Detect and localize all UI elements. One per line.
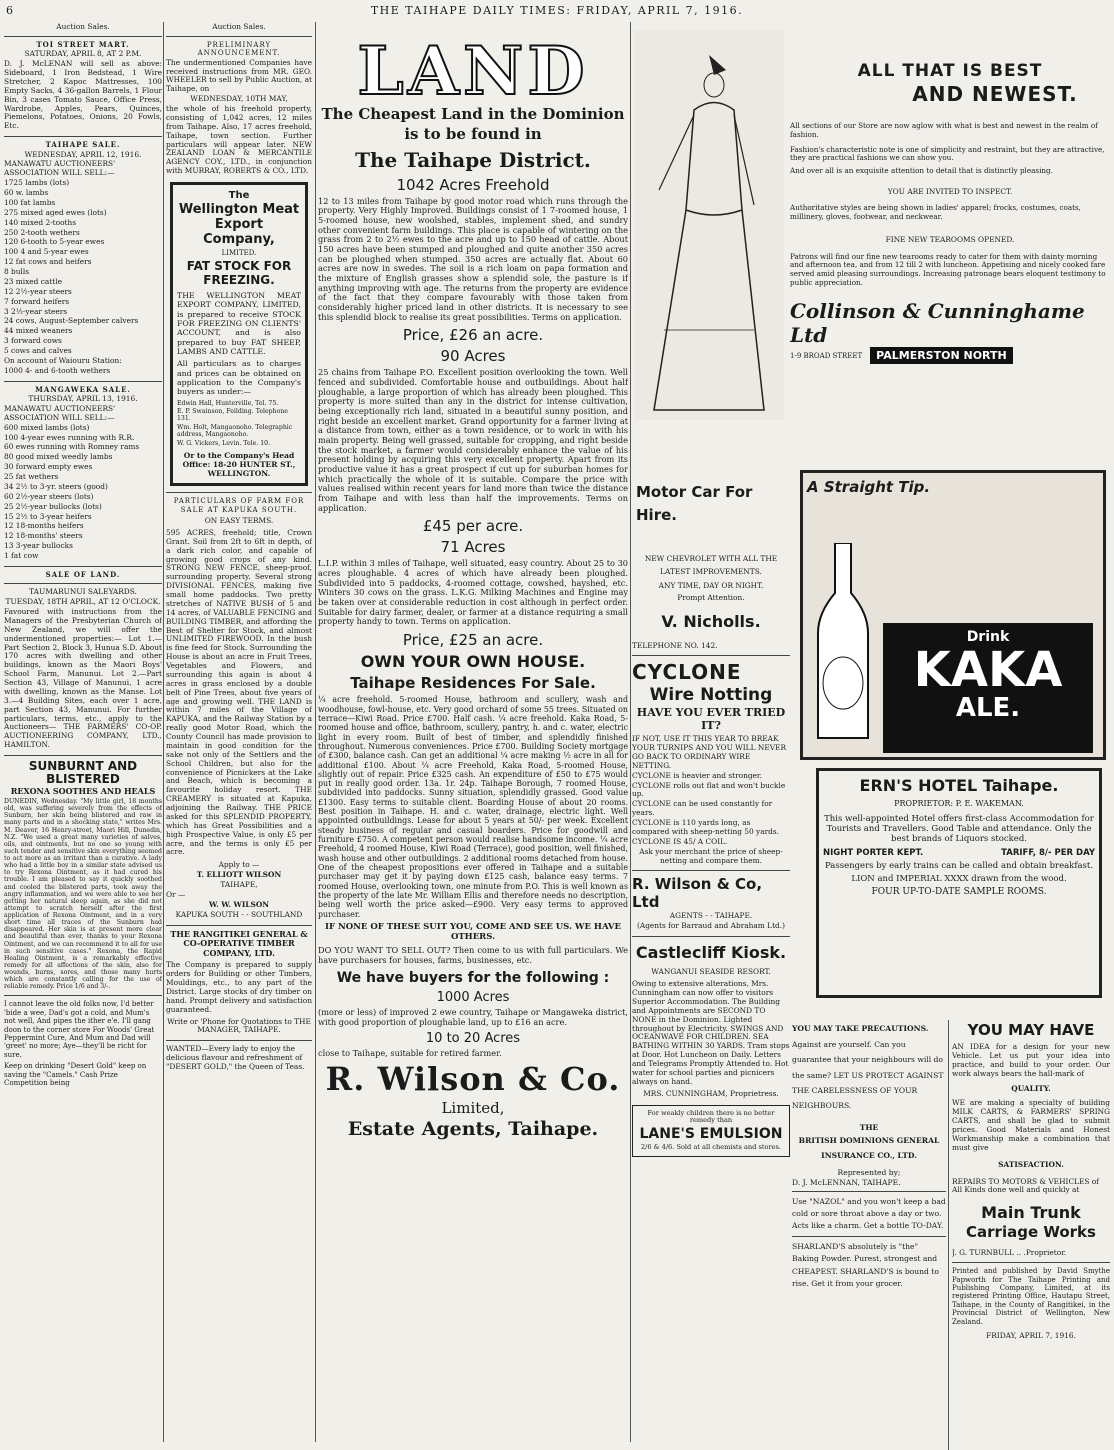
ad-body: LION and IMPERIAL XXXX drawn from the wood. bbox=[851, 874, 1067, 885]
ad-headline: FAT STOCK FOR FREEZING. bbox=[186, 259, 292, 288]
ad-body: Patrons will find our fine new tearooms ready to cater for them with dainty morning and afternoon tea, and from 12 till 2 with luncheon. Appetising and nicely cooked fare served amid pleasing surroundings. Increasing patronage bears eloquent testimony to public appreciation. bbox=[790, 251, 1106, 287]
listing-body: 25 chains from Taihape P.O. Excellent position overlooking the town. Well fenced and subdivided. Comfortable house and outbuildings. About half ploughable, a large proportion of which has already been ploughed. This property is more suited than any in the district for intense cultivation, being exceptionally rich land, situated in a beautiful sunny position, and right beside an excellent market. Grand opportunity for a farmer living at a distance from town, either as a town residence, or to work in with his main property. Being well grassed, suitable for cropping, and right beside the stock market, a farmer would considerably enhance the value of his present holding by acquiring this very excellent property. Apart from its productive value it has a great prospect if cut up for suburban homes for which practically the whole of it is suitable. Compare the price with values realised within recent years for land more than twice the distance from Taihape and with less than half the improvements. Terms on application. bbox=[318, 367, 628, 513]
list-item: 275 mixed aged ewes (lots) bbox=[4, 207, 107, 217]
ad-body: DUNEDIN, Wednesday. "My little girl, 18 months old, was suffering severely from the effects of Sunburn, her skin being blistered and raw in many parts and in a shocking state," writes Mrs. M. Deaver, 16 Henry-street, Maori Hill, Dunedin, N.Z. "We used a great many varieties of salves, oils, and ointments, but no one so young with such tender and sensitive skin everything seemed to act more as an irritant than a curative. A lady who had a little boy in a similar state advised us to try Rexona Ointment, as it had cured his trouble. I am pleased to say it quickly soothed and cooled the blistered parts, took away the angry inflammation, and we were able to see her getting her natural sleep again, as she did not attempt to scratch herself after the first application of Rexona Ointment, and in a very short time all traces of the Sunburn had disappeared. Her skin is at present more clear and beautiful than ever, thanks to your Rexona Ointment, and we can recommend it to all for use in such sensitive cases." Rexona, the Rapid Healing Ointment, is a remarkably effective remedy for all affections of the skin, also for wounds, burns, sores, and those many hurts which are constantly calling for the use of reliable remedy. Price 1/6 and 3/-. bbox=[4, 798, 162, 991]
collinson-address bbox=[790, 347, 1110, 364]
ad-title: SALE OF LAND. bbox=[45, 569, 121, 579]
listing-body: L.I.P. within 3 miles of Taihape, well situated, easy country. About 25 to 30 acres ploughable. 4 acres of which have already been ploughed. Subdivided into 5 paddocks, 4-roomed cottage, cowshed, hayshed, etc. Winters 30 cows on the grass. L.K.G. Milking Machines and Engine may be taken over at considerable reduction in cost although in perfect order. Suitable for dairy farmer, dealer, or farmer at a distance requiring a small property handy to town. Terms on application. bbox=[318, 558, 628, 627]
buyer-request: 10 to 20 Acres bbox=[425, 1030, 521, 1046]
ad-satisfaction: SATISFACTION. bbox=[998, 1159, 1064, 1169]
ad-title: THE RANGITIKEI GENERAL & CO-OPERATIVE TIMBER COMPANY, LTD. bbox=[170, 928, 308, 958]
page-number: 6 bbox=[6, 4, 15, 17]
column-rule bbox=[630, 22, 631, 1442]
ad-tearooms: FINE NEW TEAROOMS OPENED. bbox=[885, 234, 1015, 244]
ad-headline: HAVE YOU EVER TRIED IT? bbox=[636, 705, 786, 732]
verse: I cannot leave the old folks now, I'd better 'bide a wee, Dad's got a cold, and Mum's not well, And pipes the ither e'e. I'll gang doon to the corner store For Woods' Great Peppermint Cure, And Mum and Dad will 'greet' no more; Aye—they'll be richt for sure. bbox=[4, 1000, 155, 1059]
ad-or: Or — bbox=[166, 889, 186, 899]
list-item: 60 ewes running with Romney rams bbox=[4, 442, 140, 452]
list-item: W. G. Vickers, Levin. Tele. 10. bbox=[177, 439, 271, 447]
list-item: 8 bulls bbox=[4, 267, 30, 277]
list-item: 80 good mixed weedly lambs bbox=[4, 452, 113, 462]
ad-title: YOU MAY HAVE bbox=[967, 1021, 1095, 1039]
listing-price: Price, £26 an acre. bbox=[402, 326, 544, 345]
ad-body: NEW CHEVROLET WITH ALL THE LATEST IMPROVEMENTS. bbox=[644, 554, 778, 577]
agent-location: KAPUKA SOUTH - - SOUTHLAND bbox=[175, 909, 303, 919]
collinson-logo bbox=[790, 299, 1110, 347]
works-proprietor: J. G. TURNBULL .. .Proprietor. bbox=[952, 1248, 1067, 1258]
list-item: 12 fat cows and heifers bbox=[4, 257, 92, 267]
wilson-agents: Estate Agents, Taihape. bbox=[347, 1118, 599, 1141]
ad-title: PRELIMINARY ANNOUNCEMENT. bbox=[197, 40, 281, 58]
listing-body: 12 to 13 miles from Taihape by good motor road which runs through the property. Very Highly Improved. Buildings consist of 1 7-roomed house, 1 5-roomed house, new woolshed, stables, implement shed, and sundry other convenient farm buildings. This place is capable of wintering on the grass from 2 to 2½ ewes to the acre and up to 150 head of cattle. About 150 acres have been stumped and ploughed and quite another 350 acres can be ploughed when stumped. 350 acres are actually flat. About 60 acres are now in swedes. The soil is a rich loam on papa formation and the mixture of English grasses show a splendid sole, the pasture is if anything improving with age. The returns from the property are evidence of the fact that they compare favourably with those taken from considerably higher priced land in other districts. It is necessary to see this splendid block to realise its great possibilities. Terms on application. bbox=[318, 195, 628, 322]
ad-subtitle: WANGANUI SEASIDE RESORT. bbox=[651, 967, 771, 977]
wilson-logo-text: R. Wilson & Co. bbox=[325, 1059, 621, 1098]
ad-body: The Company is prepared to supply orders for Building or other Timbers, Mouldings, etc., to any part of the District. Large stocks of dry timber on hand. Prompt delivery and satisfaction guaranteed. bbox=[166, 960, 312, 1014]
ad-body: AN IDEA for a design for your new Vehicle. Let us put your idea into practice, and build to your order. Our work always bears the hall-mark of bbox=[952, 1042, 1110, 1078]
ad-contact: Write or 'Phone for Quotations to THE MANAGER, TAIHAPE. bbox=[167, 1016, 311, 1035]
own-house-heading: OWN YOUR OWN HOUSE. bbox=[360, 652, 586, 672]
ad-subtitle: TAUMARUNUI SALEYARDS. bbox=[29, 587, 137, 597]
ad-title: A Straight Tip. bbox=[807, 478, 931, 496]
ad-body: Authoritative styles are being shown in ladies' apparel; frocks, costumes, coats, millinery, gloves, footwear, and neckwear. bbox=[790, 203, 1081, 222]
rexona-ad bbox=[4, 760, 162, 990]
ad-body: Favoured with instructions from the Managers of the Presbyterian Church of New Zealand, we will offer the undermentioned properties:— Lot 1.—Part Section 2, Block 3, Hunua S.D. About 170 acres with dwelling and other buildings, known as the Maori Boys' School Farm, Manunui. Lot 2.—Part Section 43, Village of Manunui, 1 acre with dwelling, known as the Manse. Lot 3.—4 Building Sites, each over 1 acre, part Section 43, Manunui. For further particulars, terms, etc., apply to the Auctioneers— THE FARMERS' CO-OP. AUCTIONEERING COMPANY, LTD., HAMILTON. bbox=[4, 607, 162, 750]
list-item: On account of Waiouru Station: bbox=[4, 355, 122, 365]
kaka-brand: KAKA bbox=[913, 642, 1063, 698]
hotel-ad bbox=[816, 768, 1102, 998]
list-item: 100 fat lambs bbox=[4, 197, 56, 207]
list-item: 3 forward cows bbox=[4, 336, 62, 346]
list-item: 140 mixed 2-tooths bbox=[4, 217, 77, 227]
carriage-works-ad bbox=[952, 1020, 1110, 1342]
ad-subtitle: Wire Notting bbox=[649, 685, 773, 706]
land-subheadline: The Cheapest Land in the Dominion bbox=[321, 105, 625, 123]
ad-title: AND NEWEST. bbox=[912, 82, 1078, 107]
ad-body: And over all is an exquisite attention to detail that is distinctly pleasing. bbox=[790, 165, 1053, 175]
porter-note: NIGHT PORTER KEPT. bbox=[823, 848, 924, 859]
list-item: 12 18-months heifers bbox=[4, 521, 84, 531]
imprint: Printed and published by David Smythe Papworth for The Taihape Printing and Publishing Company, Limited, at its registered Printing Office, Hautapu Street, Taihape, in the County of Rangitikei, in the Provincial District of Wellington, New Zealand. bbox=[952, 1267, 1110, 1326]
proprietor-name: P. E. WAKEMAN. bbox=[955, 799, 1024, 809]
ad-title: SUNBURNT AND BLISTERED bbox=[28, 759, 138, 787]
ad-body: Against are yourself. Can you guarantee that your neighbours will do the same? LET US PROTECT AGAINST THE CARELESSNESS OF YOUR NEIGHBOURS. bbox=[792, 1040, 944, 1110]
column-1 bbox=[4, 22, 162, 1088]
lanes-emulsion-ad bbox=[632, 1105, 790, 1158]
ad-date: WEDNESDAY, 10TH MAY, bbox=[190, 94, 288, 104]
preliminary-announcement bbox=[166, 41, 312, 176]
agent-name: T. ELLIOTT WILSON bbox=[196, 870, 282, 880]
residences-body: ¼ acre freehold. 5-roomed House, bathroom and scullery, wash and woodhouse, fowl-house, etc. Very good orchard of some 55 trees. Situated on terrace—Kiwi Road. Price £700. Half cash. ¼ acre freehold. Kaka Road, 5-roomed house and office, bathroom, scullery, pantry, h. and c. water, electric light in every room. Built of best of timber, and splendidly finished throughout. Numerous conveniences. Price £700. Building Society mortgage of £300, balance cash. Can get an additional ¼ acre making ½ acre in all for additional £100. About ¼ acre Freehold, Kaka Road, 5-roomed House, slightly out of repair. Price £325 cash. An expenditure of £50 to £75 would put in really good order. 13a. 1r. 24p. Taihape Borough, 7 roomed House, subdivided into paddocks. Sunny situation, splendidly grassed. Good value £1300. Easy terms to suitable client. Boarding House of about 20 rooms. Best position in Taihape. H. and c. water, drainage, electric light. Well appointed outbuildings. Lease for about 5 years at 50/- per week. Excellent steady business of regular and casual boarders. Price for goodwill and furniture £750. A competent person would realise handsome income. ¼ acre Freehold, 4 roomed House, Kiwi Road (Terrace), good position, well finished, wash house and other outbuildings. 2 additional rooms detached from house. One of the cheapest propositions ever offered in Taihape and a suitable purchaser may get it by paying down £125 cash, balance easy terms. 7 roomed House, overlooking town, one minute from P.O. This is well known as the property of the late Mr. William Ellis and therefore needs no description, being well worth the price asked—£900. Very easy terms to approved purchaser. bbox=[318, 695, 628, 919]
residences-heading: Taihape Residences For Sale. bbox=[350, 674, 596, 693]
ad-body: REPAIRS TO MOTORS & VEHICLES of All Kinds done well and quickly at bbox=[952, 1176, 1099, 1195]
list-item: 44 mixed weaners bbox=[4, 326, 73, 336]
ad-body: ANY TIME, DAY OR NIGHT. bbox=[658, 580, 764, 590]
buyer-request-body: (more or less) of improved 2 ewe country, Taihape or Mangaweka district, with good proportion of ploughable land, up to £16 an acre. bbox=[318, 1007, 628, 1027]
ad-title: TAIHAPE SALE. bbox=[45, 140, 121, 150]
ad-signature: MRS. CUNNINGHAM, Proprietress. bbox=[643, 1088, 779, 1098]
listing-title: 90 Acres bbox=[440, 347, 506, 366]
column-rule bbox=[948, 1020, 949, 1450]
ad-title: LANE'S EMULSION bbox=[639, 1126, 783, 1143]
ad-apply: Apply to — bbox=[218, 860, 260, 870]
ad-body: Prompt Attention. bbox=[677, 592, 745, 602]
district-heading: The Taihape District. bbox=[355, 147, 591, 172]
sell-out-note: DO YOU WANT TO SELL OUT? Then come to us with full particulars. We have purchasers for houses, farms, businesses, etc. bbox=[318, 945, 628, 966]
works-name: Carriage Works bbox=[966, 1223, 1096, 1242]
ad-date: WEDNESDAY, APRIL 12, 1916. bbox=[24, 149, 142, 159]
list-item: 23 mixed cattle bbox=[4, 276, 62, 286]
company-name: BRITISH DOMINIONS GENERAL INSURANCE CO., LTD. bbox=[798, 1136, 940, 1161]
ad-body: Owing to extensive alterations, Mrs. Cunningham can now offer to visitors Superior Accommodation. The Building and Appointments are SECOND TO NONE in the Dominion. Lighted throughout by Electricity. SWINGS AND OCEANWAVE FOR CHILDREN. SEA BATHING WITHIN 30 YARDS. Tram stops at Door. Hot Luncheon on Daily. Letters and Telegrams Promptly Attended to. Hot water for school parties and picnicers always on hand. bbox=[632, 979, 790, 1086]
ad-intro: MANAWATU AUCTIONEERS' ASSOCIATION WILL SELL:— bbox=[4, 159, 116, 178]
ad-title: MANGAWEKA SALE. bbox=[35, 384, 131, 394]
ad-subtitle: REXONA SOOTHES AND HEALS bbox=[10, 786, 156, 797]
list-item: 24 cows, August-September calvers bbox=[4, 316, 139, 326]
ad-title: CYCLONE bbox=[632, 660, 742, 685]
ad-subtitle: ON EASY TERMS. bbox=[204, 516, 274, 526]
ad-body: IF NOT, USE IT THIS YEAR TO BREAK YOUR TURNIPS AND YOU WILL NEVER GO BACK TO ORDINARY WIRE NETTING. bbox=[632, 734, 787, 770]
ad-title: YOU MAY TAKE PRECAUTIONS. bbox=[792, 1024, 929, 1033]
woman-figure-icon bbox=[634, 30, 784, 420]
rangitikei-timber-ad bbox=[166, 930, 312, 1036]
ad-body: The undermentioned Companies have received instructions from MR. GEO. WHEELER to sell by Public Auction, at Taihape, on bbox=[166, 57, 312, 94]
ad-the: THE bbox=[859, 1123, 879, 1133]
sale-of-land bbox=[4, 571, 162, 750]
ad-title: ALL THAT IS BEST bbox=[857, 61, 1043, 81]
kapuka-farm-ad bbox=[166, 497, 312, 919]
list-item: 100 4 and 5-year ewes bbox=[4, 247, 89, 257]
ad-title: R. Wilson & Co, Ltd bbox=[632, 875, 763, 912]
ad-name: V. Nicholls. bbox=[661, 612, 761, 632]
column-4 bbox=[632, 480, 790, 1157]
ad-date: TUESDAY, 18TH APRIL, AT 12 O'CLOCK. bbox=[5, 597, 161, 607]
buyers-heading: We have buyers for the following : bbox=[336, 969, 610, 986]
list-item: 1000 4- and 6-tooth wethers bbox=[4, 365, 111, 375]
list-item: 1725 lambs (lots) bbox=[4, 178, 70, 188]
column-3-land-ad bbox=[318, 22, 628, 1142]
list-item: 15 2½ to 3-year heifers bbox=[4, 511, 92, 521]
section-header: Auction Sales. bbox=[212, 22, 266, 31]
agent-location: TAIHAPE, bbox=[220, 880, 258, 890]
cyclone-ad bbox=[632, 660, 790, 865]
ad-quality: QUALITY. bbox=[1011, 1083, 1051, 1093]
list-item: 1 fat cow bbox=[4, 551, 39, 561]
ale-label: ALE. bbox=[955, 693, 1021, 723]
wanted-notice: WANTED—Every lady to enjoy the delicious flavour and refreshment of "DESERT GOLD," the Queen of Teas. bbox=[166, 1044, 305, 1072]
list-item: 25 2½-year bullocks (lots) bbox=[4, 501, 102, 511]
ad-rep-name: D. J. McLENNAN, TAIHAPE. bbox=[792, 1177, 901, 1187]
ad-body: FOUR UP-TO-DATE SAMPLE ROOMS. bbox=[871, 887, 1047, 898]
listing-price: Price, £25 an acre. bbox=[402, 631, 544, 650]
ad-title: PARTICULARS OF FARM FOR SALE AT KAPUKA SOUTH. bbox=[173, 497, 305, 514]
list-item: 60 2½-year steers (lots) bbox=[4, 491, 94, 501]
ad-rep: Represented by; bbox=[837, 1167, 901, 1177]
ad-title: TOI STREET MART. bbox=[36, 39, 130, 49]
section-header: Auction Sales. bbox=[56, 22, 110, 31]
buyer-request: 1000 Acres bbox=[436, 989, 510, 1005]
ad-body: This well-appointed Hotel offers first-class Accommodation for Tourists and Travellers. Good Table and attendance. Only the best brands of Liquors stocked. bbox=[824, 814, 1094, 845]
list-item: 100 4-year ewes running with R.R. bbox=[4, 432, 135, 442]
list-item: 600 mixed lambs (lots) bbox=[4, 422, 90, 432]
list-item: 250 2-tooth wethers bbox=[4, 227, 80, 237]
list-item: 3 2½-year steers bbox=[4, 306, 68, 316]
wilson-agents-ad bbox=[632, 875, 790, 931]
land-subheadline: is to be found in bbox=[404, 124, 542, 143]
toi-street-mart bbox=[4, 41, 162, 131]
list-item: CYCLONE rolls out flat and won't buckle up. bbox=[632, 780, 786, 799]
insurance-ad bbox=[792, 1020, 946, 1291]
ad-title: Castlecliff Kiosk. bbox=[635, 943, 787, 963]
wellington-meat-ad bbox=[170, 182, 308, 486]
list-item: 25 fat wethers bbox=[4, 472, 59, 482]
list-item: 60 w. lambs bbox=[4, 188, 49, 198]
ad-body: (Agents for Barraud and Abraham Ltd.) bbox=[636, 921, 786, 931]
list-item: 7 forward heifers bbox=[4, 296, 70, 306]
column-rule bbox=[315, 22, 316, 1442]
column-rule bbox=[163, 22, 164, 1442]
collinson-ad bbox=[790, 60, 1110, 364]
ad-body: D. J. McLENAN will sell as above: Sideboard, 1 Iron Bedstead, 1 Wire Stretcher, 2 Kapoc Mattresses, 100 Empty Sacks, 4 36-gallon Barrels, 1 Flour Bin, 3 cases Tomato Sauce, Office Press, Wardrobe, Apples, Pears, Quinces, Piemelons, Potatoes, Onions, 20 Fowls, Etc. bbox=[4, 59, 162, 131]
ad-telephone: TELEPHONE NO. 142. bbox=[632, 640, 718, 650]
company-name: Wellington Meat Export Company, bbox=[178, 202, 300, 247]
tariff: TARIFF, 8/- PER DAY bbox=[1001, 848, 1095, 859]
ad-body: All sections of our Store are now aglow with what is best and newest in the realm of fashion. bbox=[790, 121, 1098, 140]
ad-body: the whole of his freehold property, consisting of 1,042 acres, 12 miles from Taihape. Also, 17 acres freehold, Taihape, town section. Further particulars will appear later. NEW ZEALAND LOAN & MERCANTILE AGENCY COY., LTD., in conjunction with MURRAY, ROBERTS & CO., LTD. bbox=[166, 104, 312, 176]
list-item: CYCLONE is heavier and stronger. bbox=[632, 770, 763, 780]
ad-invite: YOU ARE INVITED TO INSPECT. bbox=[887, 186, 1013, 196]
stock-list bbox=[4, 179, 162, 376]
ad-date: THURSDAY, APRIL 13, 1916. bbox=[28, 394, 138, 404]
ad-title: The bbox=[228, 190, 250, 202]
taihape-sale bbox=[4, 141, 162, 376]
list-item: CYCLONE IS 45/ A COIL. bbox=[632, 836, 728, 846]
ad-subtitle: AGENTS - - TAIHAPE. bbox=[669, 911, 753, 921]
listing-title: 71 Acres bbox=[440, 538, 506, 557]
motor-car-ad bbox=[632, 481, 790, 650]
ad-body: All particulars as to charges and prices can be obtained on application to the Company's buyers as under:— bbox=[177, 359, 301, 397]
list-item: E. P. Swainson, Feilding. Telephone 131. bbox=[177, 408, 288, 423]
list-item: 120 6-tooth to 5-year ewes bbox=[4, 237, 105, 247]
head-office: Or to the Company's Head Office: 18-20 HUNTER ST., WELLINGTON. bbox=[182, 451, 296, 479]
stock-list bbox=[4, 424, 162, 561]
others-note: IF NONE OF THESE SUIT YOU, COME AND SEE US. WE HAVE OTHERS. bbox=[325, 922, 621, 943]
ad-title: ERN'S HOTEL Taihape. bbox=[859, 776, 1059, 795]
ad-subtitle: LIMITED. bbox=[221, 248, 257, 257]
land-headline: LAND bbox=[357, 32, 589, 110]
kaka-panel bbox=[883, 623, 1093, 753]
buyer-request-body: close to Taihape, suitable for retired farmer. bbox=[318, 1048, 502, 1059]
cyclone-features bbox=[632, 772, 790, 847]
ad-body: Passengers by early trains can be called and obtain breakfast. bbox=[824, 861, 1094, 872]
agent-name: W. W. WILSON bbox=[208, 899, 270, 909]
ad-date: SATURDAY, APRIL 8, AT 2 P.M. bbox=[24, 49, 142, 59]
list-item: Edwin Hall, Hunterville, Tel. 75. bbox=[177, 399, 279, 407]
desert-gold-notice: Keep on drinking "Desert Gold" keep on saving the "Camels." Cash Prize Competition being bbox=[4, 1062, 147, 1087]
list-item: 12 18-months' steers bbox=[4, 531, 83, 541]
ad-body: WE are making a specialty of building MILK CARTS, & FARMERS' SPRING CARTS, and shall be glad to submit prices. Good Materials and Honest Workmanship make a combination that must give bbox=[952, 1098, 1110, 1152]
nazol-ad: Use "NAZOL" and you won't keep a bad cold or sore throat above a day or two. Acts like a charm. Get a bottle TO-DAY. bbox=[792, 1196, 946, 1231]
firm-name: Collinson & Cunninghame Ltd bbox=[790, 299, 1085, 348]
buyers-list bbox=[177, 400, 301, 448]
imprint-date: FRIDAY, APRIL 7, 1916. bbox=[986, 1331, 1076, 1341]
ad-body: Ask your merchant the price of sheep-netting and compare them. bbox=[639, 846, 783, 865]
list-item: CYCLONE can be used constantly for years. bbox=[632, 799, 773, 818]
ad-body: 595 ACRES, freehold; title, Crown Grant. Soil from 2ft to 6ft in depth, of a dark rich color, and capable of growing good crops of any kind. STRONG NEW FENCE, sheep-proof, surrounding property. Several strong DIVISIONAL FENCES, making five small home paddocks. Two pretty stretches of NATIVE BUSH of 5 and 14 acres, of VALUABLE FENCING and BUILDING TIMBER, and affording the Best of Shelter for Stock, and almost UNLIMITED FIREWOOD. In the bush is fine feed for Stock. Surrounding the House is about an acre in Fruit Trees, Vegetables and Flowers, and surrounding this again is about 4 acres in grass enclosed by a double belt of Pine Trees, about five years of age and growing well. THE LAND is within 7 miles of the Village of KAPUKA, and the Railway Station by a really good Motor Road, which the County Council has made provision to maintain in good condition for the sake not only of the Settlers and the School Children, but also for the convenience of Picnickers at the Lake and Beach, which is becoming a favourite holiday resort. THE CREAMERY is situated at Kapuka, adjoining the Railway. THE PRICE asked for this SPLENDID PROPERTY, which has Great Possibilities and a high Prospective Value, is only £5 per acre, and the terms is only £5 per acre. bbox=[166, 527, 312, 857]
firm-address: 1-9 BROAD STREET bbox=[790, 351, 863, 360]
masthead-title: THE TAIHAPE DAILY TIMES: FRIDAY, APRIL 7, 1916. bbox=[370, 4, 744, 17]
castlecliff-ad bbox=[632, 943, 790, 1098]
list-item: 12 2½-year steers bbox=[4, 286, 72, 296]
list-item: 30 forward empty ewes bbox=[4, 462, 93, 472]
kaka-ale-ad bbox=[800, 470, 1106, 760]
ad-body: Fashion's characteristic note is one of simplicity and restraint, but they are attractive, they are practical fashions we can show you. bbox=[790, 144, 1105, 163]
firm-city: PALMERSTON NORTH bbox=[870, 347, 1013, 364]
drink-label: Drink bbox=[966, 629, 1010, 645]
listing-title: 1042 Acres Freehold bbox=[396, 175, 550, 194]
masthead bbox=[0, 4, 1114, 17]
ad-title: Motor Car For Hire. bbox=[636, 483, 753, 524]
ad-intro: MANAWATU AUCTIONEERS' ASSOCIATION WILL SELL:— bbox=[4, 403, 116, 422]
mangaweka-sale bbox=[4, 386, 162, 561]
proprietor-label: PROPRIETOR: bbox=[894, 799, 954, 809]
column-2 bbox=[166, 22, 312, 1073]
listing-price: £45 per acre. bbox=[422, 517, 524, 536]
list-item: 13 3-year bullocks bbox=[4, 541, 73, 551]
fashion-illustration bbox=[634, 30, 784, 420]
wilson-limited: Limited, bbox=[441, 1099, 505, 1118]
list-item: 5 cows and calves bbox=[4, 346, 72, 356]
ad-body: THE WELLINGTON MEAT EXPORT COMPANY, LIMITED, is prepared to receive STOCK FOR FREEZING ON CLIENTS' ACCOUNT, and is also prepared to buy FAT SHEEP, LAMBS AND CATTLE. bbox=[177, 290, 301, 356]
list-item: Wm. Holt, Mangaonoho. Telegraphic address, Mangaonoho. bbox=[177, 423, 293, 439]
bottle-icon bbox=[813, 543, 873, 743]
list-item: CYCLONE is 110 yards long, as compared with sheep-netting 50 yards. bbox=[632, 818, 780, 836]
ad-body: For weakly children there is no better remedy than bbox=[647, 1108, 775, 1125]
ad-price: 2/6 & 4/6. Sold at all chemists and stores. bbox=[640, 1143, 782, 1152]
works-name: Main Trunk bbox=[981, 1203, 1081, 1223]
sharland-ad: SHARLAND'S absolutely is "the" Baking Powder. Purest, strongest and CHEAPEST. SHARLAND'S is bound to rise. Get it from your grocer. bbox=[792, 1242, 939, 1288]
list-item: 34 2½ to 3-yr. steers (good) bbox=[4, 481, 108, 491]
